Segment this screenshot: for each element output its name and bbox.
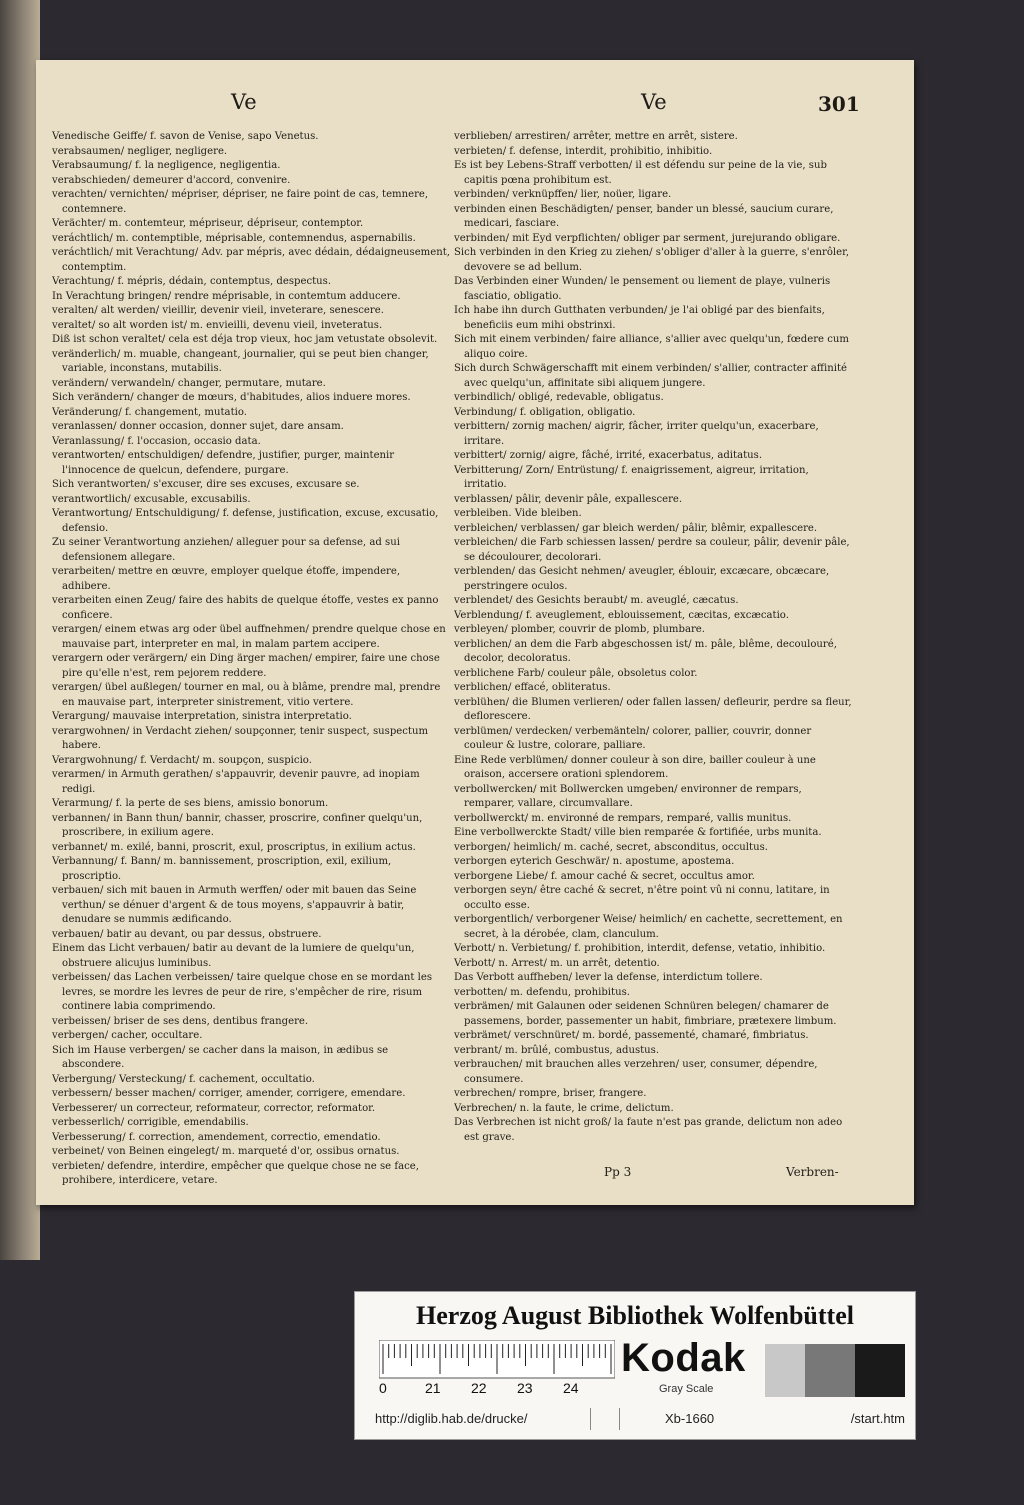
dictionary-entry: verbrechen/ rompre, briser, frangere. <box>454 1088 647 1099</box>
dictionary-entry: verbauen/ sich mit bauen in Armuth werffen/ oder mit bauen das Seine verthun/ se dénuer d'argent & de tous moyens, s'appauvrir à batir, denudare se nummis ædificando. <box>52 885 417 925</box>
dictionary-entry: verbittert/ zornig/ aigre, fâché, irrité, exacerbatus, aditatus. <box>454 450 763 461</box>
dictionary-entry: verbieten/ defendre, interdire, empêcher que quelque chose ne se face, prohibere, interdicere, vetare. <box>52 1160 419 1186</box>
running-head-right: Ve <box>641 90 667 114</box>
dictionary-entry: Sich durch Schwägerschafft mit einem verbinden/ s'allier, contracter affinité avec quelqu'un, affinitate sibi aliquem jungere. <box>454 363 847 389</box>
dictionary-entry: veraltet/ so alt worden ist/ m. envieilli, devenu vieil, inveteratus. <box>52 319 383 331</box>
dictionary-entry: Sich im Hause verbergen/ se cacher dans la maison, in ædibus se abscondere. <box>52 1044 389 1070</box>
dictionary-entry: verbeinet/ von Beinen eingelegt/ m. marqueté d'or, ossibus ornatus. <box>52 1146 400 1157</box>
ruler-number: 24 <box>563 1380 579 1396</box>
dictionary-entry: verborgen eyterich Geschwär/ n. apostume, apostema. <box>454 856 735 867</box>
dictionary-entry: verbinden/ verknüpffen/ lier, noüer, ligare. <box>454 189 672 200</box>
dictionary-entry: verbrauchen/ mit brauchen alles verzehren/ user, consumer, dépendre, consumere. <box>454 1059 818 1085</box>
dictionary-entry: Sich verbinden in den Krieg zu ziehen/ s'obliger d'aller à la guerre, s'enrôler, devovere se ad bellum. <box>454 247 850 273</box>
dictionary-entry: verargwohnen/ in Verdacht ziehen/ soupçonner, tenir suspect, suspectum habere. <box>52 725 429 751</box>
shelfmark: Xb-1660 <box>665 1411 715 1426</box>
dictionary-entry: In Verachtung bringen/ rendre méprisable, in contemtum adducere. <box>52 290 401 302</box>
ruler-number: 21 <box>425 1380 441 1396</box>
kodak-logo: Kodak <box>621 1336 746 1380</box>
dictionary-entry: verborgene Liebe/ f. amour caché & secret, occultus amor. <box>454 870 755 882</box>
dictionary-entry: verbeissen/ das Lachen verbeissen/ taire quelque chose en se mordant les levres, se mordre les levres de peur de rire, s'empêcher de rire, risum continere labia comprimendo. <box>52 972 432 1012</box>
book-page <box>36 60 914 1205</box>
dictionary-entry: Verblendung/ f. aveuglement, eblouissement, cæcitas, excæcatio. <box>454 609 789 621</box>
dictionary-entry: verbannen/ in Bann thun/ bannir, chasser, proscrire, confiner quelqu'un, proscribere, in exilium agere. <box>52 812 423 838</box>
dictionary-entry: Verbesserung/ f. correction, amendement, correctio, emendatio. <box>52 1131 381 1143</box>
dictionary-entry: verarbeiten/ mettre en œuvre, employer quelque étoffe, impendere, adhibere. <box>52 566 401 592</box>
dictionary-entry: verbrant/ m. brûlé, combustus, adustus. <box>454 1044 660 1056</box>
gray-swatch-light <box>765 1344 805 1397</box>
dictionary-entry: verbittern/ zornig machen/ aigrir, fâcher, irriter quelqu'un, exacerbare, irritare. <box>454 421 819 447</box>
dictionary-entry: verblieben/ arrestiren/ arrêter, mettre en arrêt, sistere. <box>454 131 738 142</box>
dictionary-entry: verbleichen/ die Farb schiessen lassen/ perdre sa couleur, pâlir, devenir pâle, se découlourer, decolorari. <box>454 537 850 563</box>
dictionary-entry: verbeissen/ briser de ses dens, dentibus frangere. <box>52 1015 309 1027</box>
dictionary-entry: verändern/ verwandeln/ changer, permutare, mutare. <box>52 377 326 389</box>
dictionary-entry: verbleiben. Vide bleiben. <box>454 508 582 519</box>
dictionary-entry: Sich verändern/ changer de mœurs, d'habitudes, alios induere mores. <box>52 392 411 403</box>
ruler-number: 23 <box>517 1380 533 1396</box>
dictionary-entry: Ich habe ihn durch Gutthaten verbunden/ je l'ai obligé par des bienfaits, beneficiis eum mihi obstrinxi. <box>454 305 825 331</box>
dictionary-entry: verbotten/ m. defendu, prohibitus. <box>454 986 630 998</box>
dictionary-entry: verblenden/ das Gesicht nehmen/ aveugler, éblouir, excæcare, obcæcare, perstringere oculos. <box>454 566 830 592</box>
gray-swatch-mid <box>805 1344 855 1397</box>
dictionary-entry: verbollwerckt/ m. environné de rempars, remparé, vallis munitus. <box>454 812 792 824</box>
dictionary-entry: Verbindung/ f. obligation, obligatio. <box>454 406 636 418</box>
dictionary-entry: verblümen/ verdecken/ verbemänteln/ colorer, pallier, couvrir, donner couleur & lustre, colorare, palliare. <box>454 725 812 751</box>
library-title: Herzog August Bibliothek Wolfenbüttel <box>416 1301 854 1330</box>
dictionary-entry: Verantwortung/ Entschuldigung/ f. defense, justification, excuse, excusatio, defensio. <box>52 508 439 534</box>
dictionary-entry: verbauen/ batir au devant, ou par dessus, obstruere. <box>52 928 322 940</box>
dictionary-entry: verblichene Farb/ couleur pâle, obsoletus color. <box>454 667 698 679</box>
dictionary-entry: Verbannung/ f. Bann/ m. bannissement, proscription, exil, exilium, proscriptio. <box>52 856 392 882</box>
dictionary-entry: Das Verbott auffheben/ lever la defense, interdictum tollere. <box>454 972 763 983</box>
dictionary-entry: verarbeiten einen Zeug/ faire des habits de quelque étoffe, vestes ex panno conficere. <box>52 595 439 621</box>
dictionary-entry: Verachtung/ f. mépris, dédain, contemptus, despectus. <box>52 276 332 287</box>
dictionary-entry: verargern oder verärgern/ ein Ding ärger machen/ empirer, faire une chose pire qu'elle n'est, rem pejorem reddere. <box>52 653 440 679</box>
start-path: /start.htm <box>850 1411 905 1426</box>
dictionary-entry: verbieten/ f. defense, interdit, prohibitio, inhibitio. <box>454 145 713 157</box>
ruler-numbers <box>379 1380 615 1400</box>
dictionary-entry: verbinden/ mit Eyd verpflichten/ obliger par serment, jurejurando obligare. <box>454 232 841 244</box>
dictionary-entry: veranlassen/ donner occasion, donner sujet, dare ansam. <box>52 421 344 432</box>
dictionary-entry: verabsaumen/ negliger, negligere. <box>52 145 228 157</box>
dictionary-entry: verbessern/ besser machen/ corriger, amender, corrigere, emendare. <box>52 1088 406 1099</box>
dictionary-entry: veráchtlich/ m. contemptible, méprisable, contemnendus, aspernabilis. <box>52 232 416 244</box>
dictionary-entry: verarmen/ in Armuth gerathen/ s'appauvrir, devenir pauvre, ad inopiam redigi. <box>52 769 420 795</box>
dictionary-entry: Verargwohnung/ f. Verdacht/ m. soupçon, suspicio. <box>52 754 312 766</box>
gray-swatch-dark <box>855 1344 905 1397</box>
dictionary-entry: verbinden einen Beschädigten/ penser, bander un blessé, saucium curare, medicari, fasciare. <box>454 203 834 229</box>
dictionary-entry: veráchtlich/ mit Verachtung/ Adv. par mépris, avec dédain, dédaigneusement, contemptim. <box>52 247 450 273</box>
dictionary-entry: verantworten/ entschuldigen/ defendre, justifier, purger, maintenir l'innocence de quelcun, defendere, purgare. <box>52 450 395 476</box>
dictionary-entry: Verächter/ m. contemteur, mépriseur, dépriseur, contemptor. <box>52 218 364 229</box>
dictionary-entry: verbannet/ m. exilé, banni, proscrit, exul, proscriptus, in exilium actus. <box>52 841 416 853</box>
ruler-number: 22 <box>471 1380 487 1396</box>
collection-url: http://diglib.hab.de/drucke/ <box>375 1411 528 1426</box>
dictionary-entry: Das Verbrechen ist nicht groß/ la faute n'est pas grande, delictum non adeo est grave. <box>454 1117 843 1143</box>
dictionary-entry: Venedische Geiffe/ f. savon de Venise, sapo Venetus. <box>52 131 319 142</box>
dictionary-entry: Sich verantworten/ s'excuser, dire ses excuses, excusare se. <box>52 479 360 490</box>
url-row <box>355 1406 915 1432</box>
dictionary-entry: verborgen seyn/ être caché & secret, n'être point vû ni connu, latitare, in occulto esse. <box>454 885 830 911</box>
dictionary-entry: Verbergung/ Versteckung/ f. cachement, occultatio. <box>52 1073 315 1085</box>
dictionary-entry: Veränderung/ f. changement, mutatio. <box>52 406 247 418</box>
dictionary-entry: verbindlich/ obligé, redevable, obligatus. <box>454 392 664 403</box>
catchword: Verbren- <box>786 1165 839 1179</box>
dictionary-entry: verargen/ einem etwas arg oder übel auffnehmen/ prendre quelque chose en mauvaise part, interpreter en mal, in malam partem accipere. <box>52 624 446 650</box>
dictionary-entry: Verbrechen/ n. la faute, le crime, delictum. <box>454 1102 674 1114</box>
left-column <box>52 130 450 1190</box>
dictionary-entry: verbleyen/ plomber, couvrir de plomb, plumbare. <box>454 624 705 635</box>
dictionary-entry: Eine verbollwerckte Stadt/ ville bien remparée & fortifiée, urbs munita. <box>454 827 822 838</box>
dictionary-entry: veränderlich/ m. muable, changeant, journalier, qui se peut bien changer, variable, inconstans, mutabilis. <box>52 348 429 374</box>
dictionary-entry: Verbesserer/ un correcteur, reformateur, corrector, reformator. <box>52 1102 376 1114</box>
dictionary-entry: verblichen/ an dem die Farb abgeschossen ist/ m. pâle, blême, decoulouré, decolor, decoloratus. <box>454 638 837 664</box>
dictionary-entry: Das Verbinden einer Wunden/ le pensement ou liement de playe, vulneris fasciatio, obligatio. <box>454 276 831 302</box>
dictionary-entry: verbrämen/ mit Galaunen oder seidenen Schnüren belegen/ chamarer de passemens, border, passementer un habit, fimbriare, prætexere limbum. <box>454 1001 837 1027</box>
dictionary-entry: Sich mit einem verbinden/ faire alliance, s'allier avec quelqu'un, fœdere cum aliquo coire. <box>454 334 849 360</box>
page-header <box>36 90 914 124</box>
dictionary-entry: verbesserlich/ corrigible, emendabilis. <box>52 1117 249 1128</box>
dictionary-entry: Verbott/ n. Verbietung/ f. prohibition, interdit, defense, vetatio, inhibitio. <box>454 943 826 954</box>
dictionary-entry: verblassen/ pâlir, devenir pâle, expallescere. <box>454 493 683 505</box>
dictionary-entry: Einem das Licht verbauen/ batir au devant de la lumiere de quelqu'un, obstruere alicujus luminibus. <box>52 943 415 969</box>
page-number: 301 <box>818 92 860 116</box>
gray-scale-label: Gray Scale <box>659 1383 714 1395</box>
dictionary-entry: Veranlassung/ f. l'occasion, occasio data. <box>52 435 261 447</box>
dictionary-entry: verborgen/ heimlich/ m. caché, secret, absconditus, occultus. <box>454 841 768 853</box>
dictionary-entry: Verargung/ mauvaise interpretation, sinistra interpretatio. <box>52 711 352 722</box>
dictionary-entry: verantwortlich/ excusable, excusabilis. <box>52 493 251 505</box>
ruler-number: 0 <box>379 1380 387 1396</box>
signature-mark: Pp 3 <box>604 1165 632 1179</box>
dictionary-entry: veralten/ alt werden/ vieillir, devenir vieil, inveterare, senescere. <box>52 305 384 316</box>
dictionary-entry: verbleichen/ verblassen/ gar bleich werden/ pâlir, blêmir, expallescere. <box>454 522 818 534</box>
dictionary-entry: verborgentlich/ verborgener Weise/ heimlich/ en cachette, secrettement, en secret, à la dérobée, clam, clanculum. <box>454 914 843 940</box>
dictionary-entry: verabschieden/ demeurer d'accord, convenire. <box>52 174 291 186</box>
running-head-left: Ve <box>231 90 257 114</box>
dictionary-entry: verbergen/ cacher, occultare. <box>52 1030 203 1041</box>
dictionary-entry: verbrämet/ verschnüret/ m. bordé, passementé, chamaré, fimbriatus. <box>454 1030 809 1041</box>
page-footer <box>36 1165 914 1185</box>
dictionary-entry: Es ist bey Lebens-Straff verbotten/ il est défendu sur peine de la vie, sub capitis pœna prohibitum est. <box>454 160 827 186</box>
dictionary-entry: verblichen/ effacé, obliteratus. <box>454 682 611 693</box>
dictionary-entry: Verabsaumung/ f. la negligence, negligentia. <box>52 160 281 171</box>
divider <box>619 1408 620 1430</box>
divider <box>590 1408 591 1430</box>
dictionary-entry: verblendet/ des Gesichts beraubt/ m. aveuglé, cæcatus. <box>454 595 739 606</box>
dictionary-entry: Verbott/ n. Arrest/ m. un arrêt, detentio. <box>454 957 660 969</box>
dictionary-entry: verargen/ übel außlegen/ tourner en mal, ou à blâme, prendre mal, prendre en mauvaise part, interpreter sinistrement, vitio vertere. <box>52 682 441 708</box>
adjacent-page-edge <box>0 0 40 1260</box>
dictionary-entry: Diß ist schon veraltet/ cela est déja trop vieux, hoc jam vetustate obsolevit. <box>52 334 438 345</box>
dictionary-entry: Eine Rede verblümen/ donner couleur à son dire, bailler couleur à une oraison, accersere orationi splendorem. <box>454 754 816 780</box>
dictionary-entry: verbollwercken/ mit Bollwercken umgeben/ environner de rempars, remparer, vallare, circumvallare. <box>454 783 802 809</box>
color-target-card <box>354 1291 916 1440</box>
dictionary-entry: verblühen/ die Blumen verlieren/ oder fallen lassen/ defleurir, perdre sa fleur, deflorescere. <box>454 696 852 722</box>
dictionary-entry: Verarmung/ f. la perte de ses biens, amissio bonorum. <box>52 798 329 809</box>
right-column <box>454 130 852 1190</box>
dictionary-entry: Zu seiner Verantwortung anziehen/ alleguer pour sa defense, ad sui defensionem allegare. <box>52 537 400 563</box>
dictionary-entry: Verbitterung/ Zorn/ Entrüstung/ f. enaigrissement, aigreur, irritation, irritatio. <box>454 464 809 490</box>
dictionary-entry: verachten/ vernichten/ mépriser, dépriser, ne faire point de cas, temnere, contemnere. <box>52 189 429 215</box>
